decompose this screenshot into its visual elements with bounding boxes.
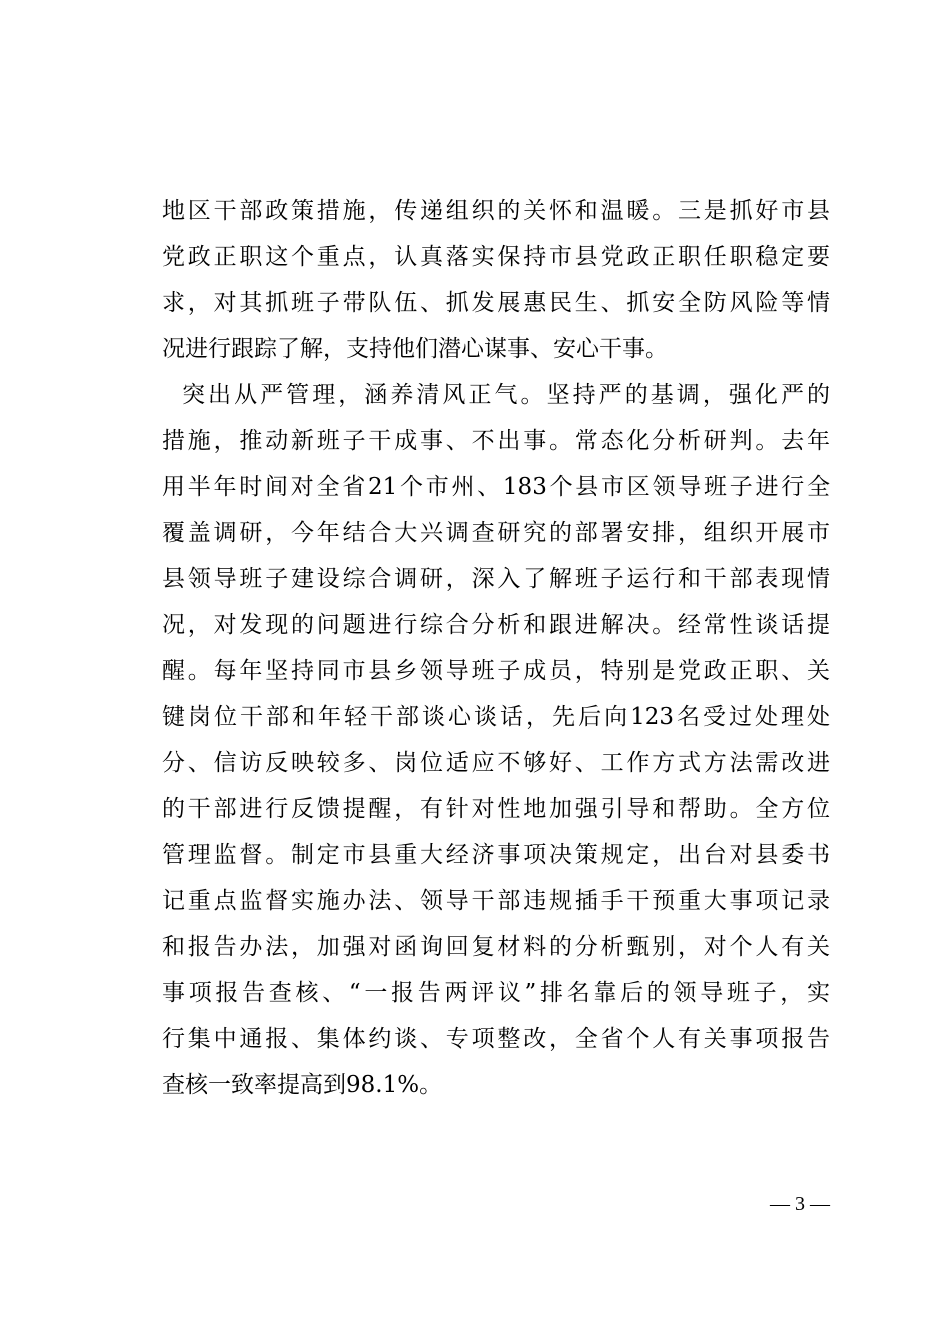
text-line: 醒。每年坚持同市县乡领导班子成员，特别是党政正职、关 bbox=[162, 658, 830, 684]
page-number: — 3 — bbox=[770, 1193, 830, 1215]
paragraph-start-line: 突出从严管理，涵养清风正气。坚持严的基调，强化严的 bbox=[182, 382, 830, 408]
text-line: 分、信访反映较多、岗位适应不够好、工作方式方法需改进 bbox=[162, 750, 830, 776]
text-line: 地区干部政策措施，传递组织的关怀和温暖。三是抓好市县 bbox=[162, 198, 830, 224]
text-line: 县领导班子建设综合调研，深入了解班子运行和干部表现情 bbox=[162, 566, 830, 592]
text-line: 求，对其抓班子带队伍、抓发展惠民生、抓安全防风险等情 bbox=[162, 290, 830, 316]
text-line: 的干部进行反馈提醒，有针对性地加强引导和帮助。全方位 bbox=[162, 796, 830, 822]
text-line: 和报告办法，加强对函询回复材料的分析甄别，对个人有关 bbox=[162, 934, 830, 960]
text-line: 查核一致率提高到98.1%。 bbox=[162, 1072, 443, 1098]
text-line: 事项报告查核、“一报告两评议”排名靠后的领导班子，实 bbox=[162, 980, 830, 1006]
text-line: 措施，推动新班子干成事、不出事。常态化分析研判。去年 bbox=[162, 428, 830, 454]
text-line: 行集中通报、集体约谈、专项整改，全省个人有关事项报告 bbox=[162, 1026, 830, 1052]
body-text bbox=[162, 188, 830, 1108]
text-line: 管理监督。制定市县重大经济事项决策规定，出台对县委书 bbox=[162, 842, 830, 868]
text-line: 记重点监督实施办法、领导干部违规插手干预重大事项记录 bbox=[162, 888, 830, 914]
text-line: 党政正职这个重点，认真落实保持市县党政正职任职稳定要 bbox=[162, 244, 830, 270]
text-line: 况，对发现的问题进行综合分析和跟进解决。经常性谈话提 bbox=[162, 612, 830, 638]
text-line: 况进行跟踪了解，支持他们潜心谋事、安心干事。 bbox=[162, 336, 668, 362]
text-line: 用半年时间对全省21个市州、183个县市区领导班子进行全 bbox=[162, 474, 830, 500]
text-line: 键岗位干部和年轻干部谈心谈话，先后向123名受过处理处 bbox=[162, 704, 830, 730]
text-line: 覆盖调研，今年结合大兴调查研究的部署安排，组织开展市 bbox=[162, 520, 830, 546]
